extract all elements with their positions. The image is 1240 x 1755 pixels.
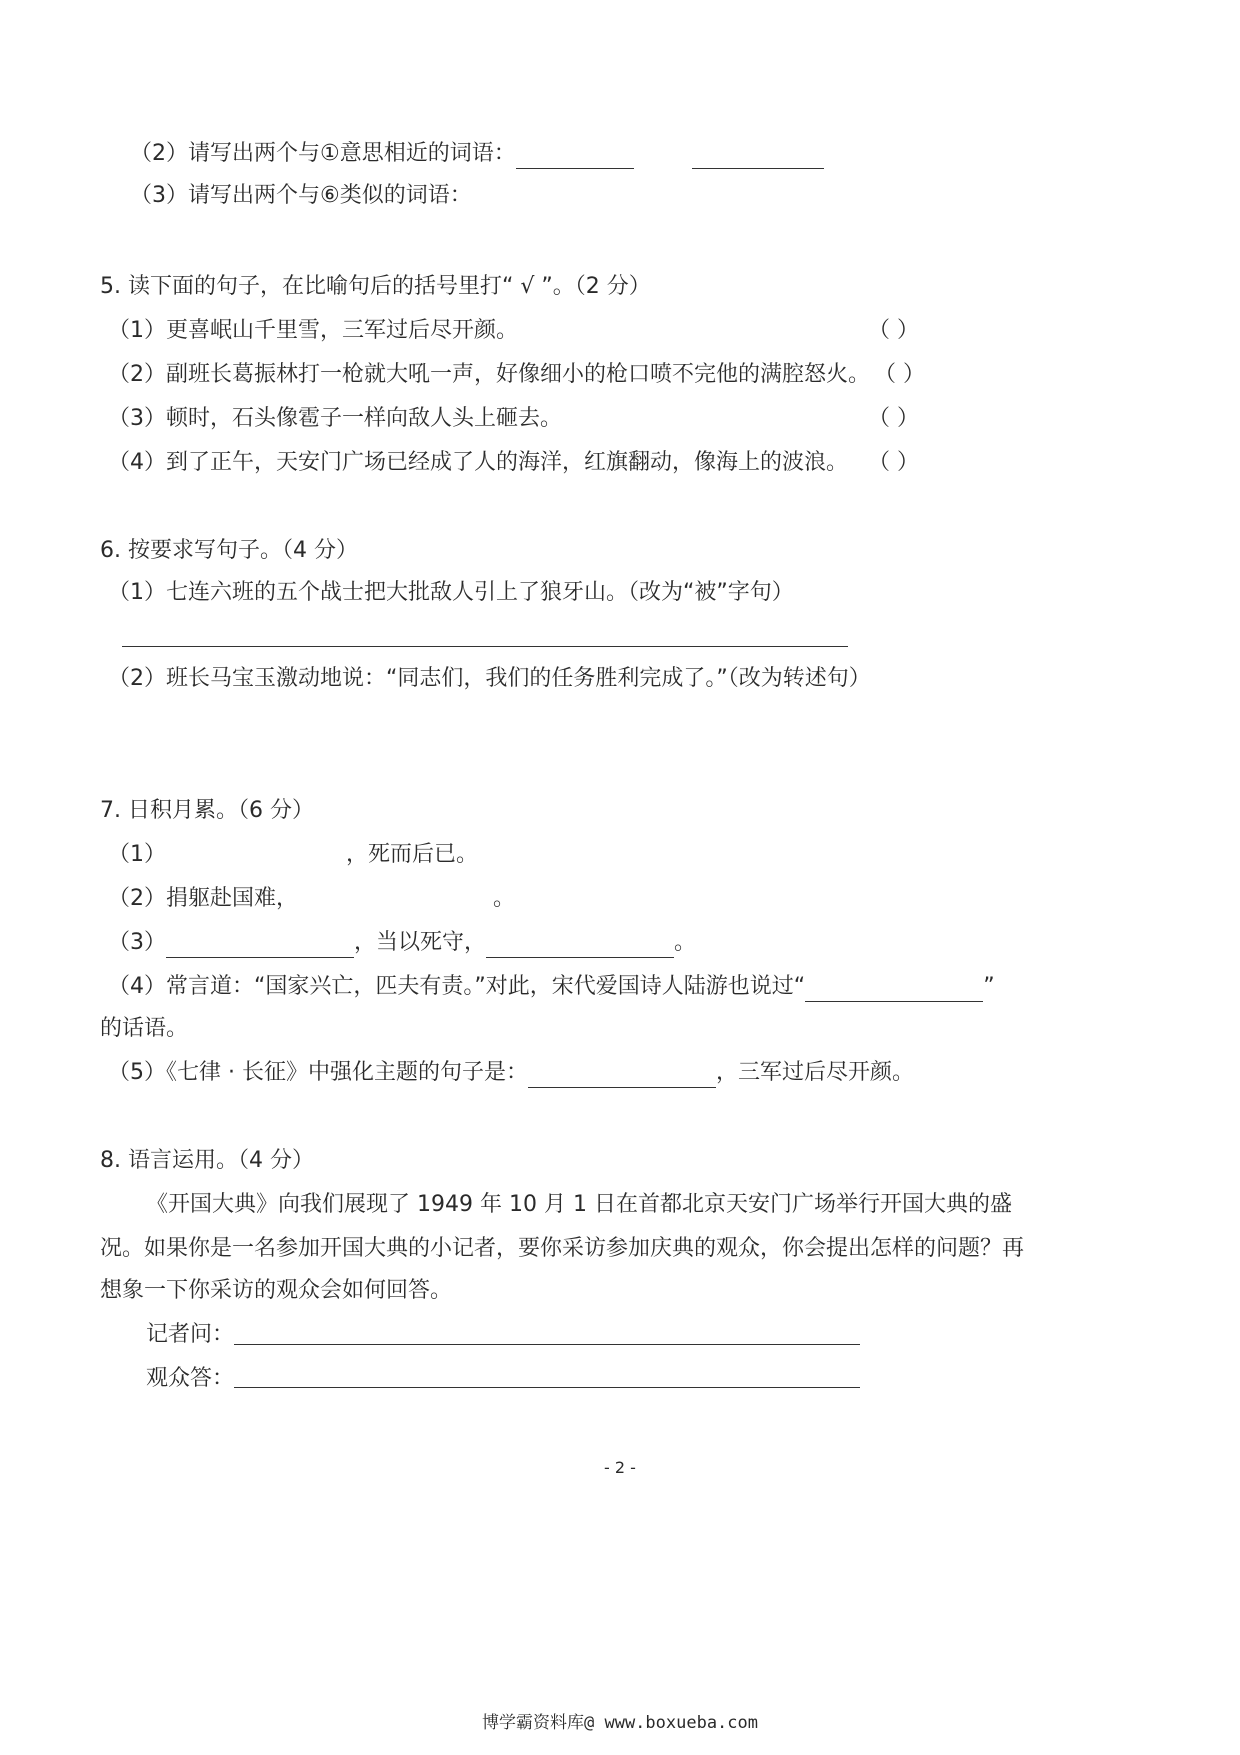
q6-item-2: （2）班长马宝玉激动地说：“同志们，我们的任务胜利完成了。”（改为转述句） [108, 666, 871, 691]
q5-item-1: （1）更喜岷山千里雪，三军过后尽开颜。 [108, 318, 518, 343]
answer-blank[interactable] [486, 933, 674, 958]
q4-item-2 [130, 139, 824, 169]
answer-blank[interactable] [692, 144, 824, 169]
q7-item-4 [108, 972, 995, 1002]
q4-item-3-text: （3）请写出两个与⑥类似的词语： [130, 183, 472, 208]
q7-item-1-num: （1） [108, 842, 166, 867]
q8-title: 8. 语言运用。（4 分） [100, 1148, 314, 1173]
q7-item-2-end: 。 [493, 886, 516, 911]
q5-item-3: （3）顿时，石头像雹子一样向敌人头上砸去。 [108, 406, 562, 431]
q7-item-2 [108, 884, 515, 914]
q7-item-4-end: ” [983, 974, 995, 999]
q8-audience-answer-line[interactable] [234, 1387, 860, 1388]
q7-item-5 [108, 1058, 914, 1088]
answer-blank[interactable] [166, 933, 354, 958]
q5-bracket-1[interactable]: （ ） [868, 318, 919, 343]
q7-item-3 [108, 928, 696, 958]
q7-item-5-pre: （5）《七律 · 长征》中强化主题的句子是： [108, 1060, 528, 1085]
q8-reporter-answer-line[interactable] [234, 1344, 860, 1345]
q8-para-line-1: 《开国大典》向我们展现了 1949 年 10 月 1 日在首都北京天安门广场举行开国大典的盛 [146, 1192, 1012, 1217]
q7-item-5-end: ，三军过后尽开颜。 [715, 1060, 914, 1085]
answer-blank[interactable] [516, 144, 634, 169]
q6-title: 6. 按要求写句子。（4 分） [100, 538, 358, 563]
footer-watermark: 博学霸资料库@ www.boxueba.com [482, 1713, 758, 1733]
q5-item-2: （2）副班长葛振林打一枪就大吼一声，好像细小的枪口喷不完他的满腔怒火。 [108, 362, 870, 387]
q8-reporter-label: 记者问： [146, 1322, 235, 1347]
page-number: - 2 - [604, 1458, 636, 1477]
q7-item-4-cont: 的话语。 [100, 1016, 189, 1041]
q7-item-3-end: 。 [674, 930, 697, 955]
answer-blank[interactable] [805, 977, 983, 1002]
q7-item-4-pre: （4）常言道：“国家兴亡，匹夫有责。”对此，宋代爱国诗人陆游也说过“ [108, 974, 806, 999]
q7-item-3-num: （3） [108, 930, 166, 955]
q5-bracket-3[interactable]: （ ） [868, 406, 919, 431]
q5-bracket-4[interactable]: （ ） [868, 450, 919, 475]
q6-item-1: （1）七连六班的五个战士把大批敌人引上了狼牙山。（改为“被”字句） [108, 580, 794, 605]
q4-item-3 [130, 181, 472, 211]
q7-title: 7. 日积月累。（6 分） [100, 798, 314, 823]
q6-answer-line-1[interactable] [122, 646, 848, 647]
answer-blank[interactable] [528, 1063, 716, 1088]
q7-item-1-rest: ，死而后已。 [346, 842, 479, 867]
q5-bracket-2[interactable]: （ ） [874, 362, 925, 387]
q5-title: 5. 读下面的句子，在比喻句后的括号里打“ √ ”。（2 分） [100, 274, 651, 299]
q8-audience-label: 观众答： [146, 1366, 235, 1391]
q7-item-2-pre: （2）捐躯赴国难， [108, 886, 298, 911]
q7-item-1 [108, 840, 478, 870]
q8-para-line-2: 况。如果你是一名参加开国大典的小记者，要你采访参加庆典的观众，你会提出怎样的问题？再 [100, 1236, 1025, 1261]
q4-item-2-text: （2）请写出两个与①意思相近的词语： [130, 141, 516, 166]
q7-item-3-mid: ，当以死守， [354, 930, 487, 955]
q8-para-line-3: 想象一下你采访的观众会如何回答。 [100, 1278, 453, 1303]
q5-item-4: （4）到了正午，天安门广场已经成了人的海洋，红旗翻动，像海上的波浪。 [108, 450, 848, 475]
